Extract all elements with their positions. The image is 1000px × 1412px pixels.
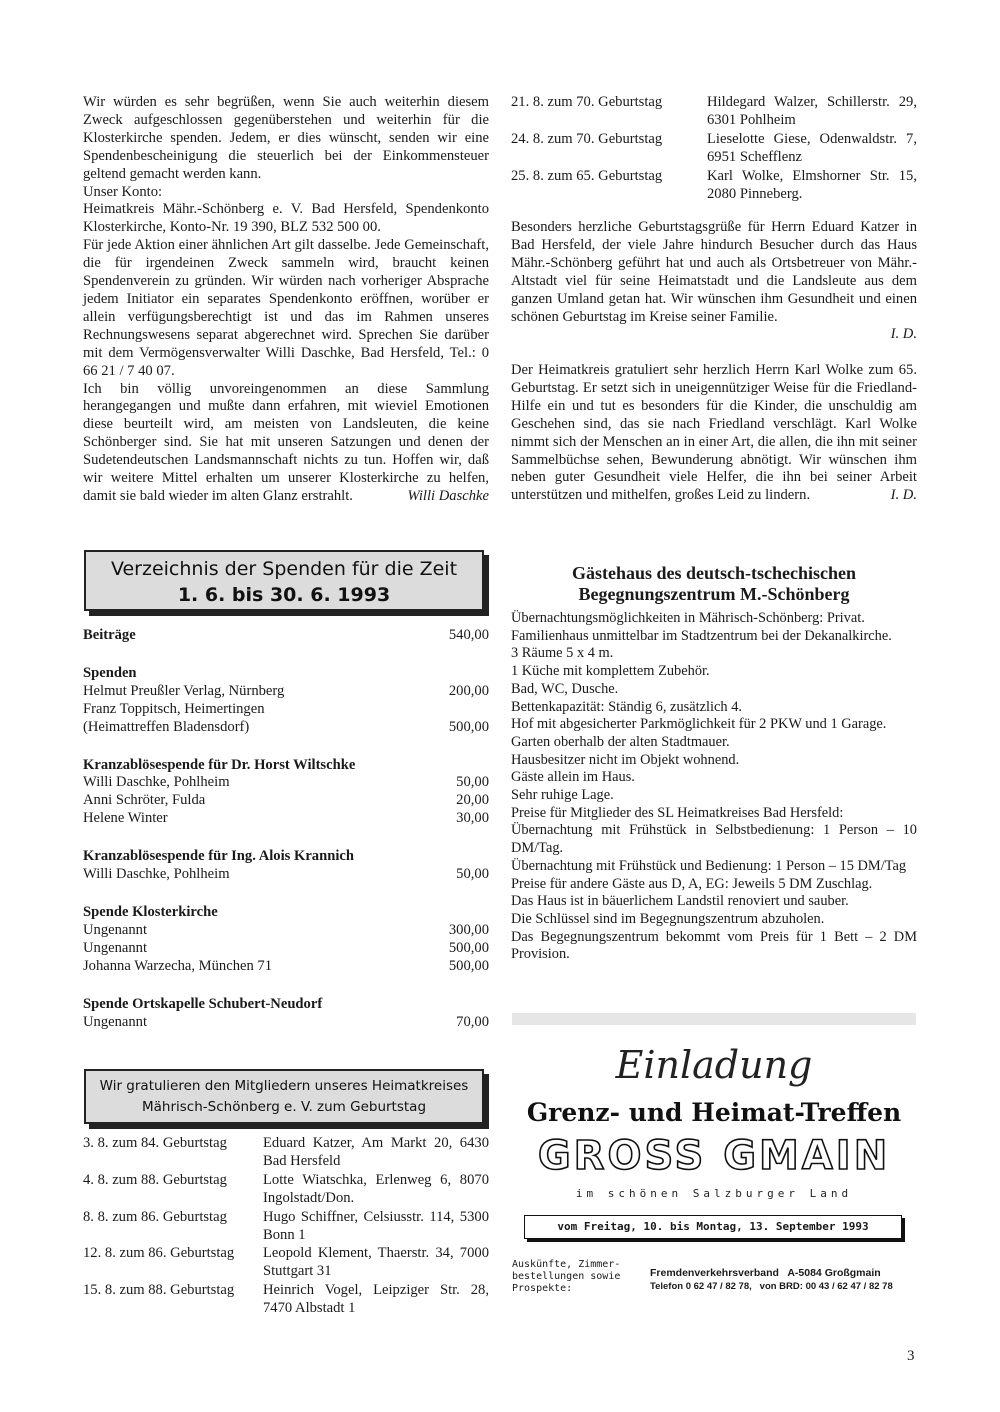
guesthouse-line: Hof mit abgesicherter Parkmöglichkeit für 2 PKW und 1 Garage.: [511, 716, 887, 733]
guesthouse-line: Übernachtungsmöglichkeiten in Mährisch-Schönberg: Privat.: [511, 610, 865, 626]
signature: Willi Daschke: [407, 487, 489, 504]
donation-row: Willi Daschke, Pohlheim 50,00: [83, 866, 489, 883]
birthday-title-line1: Wir gratulieren den Mitgliedern unseres Heimatkreises: [99, 1078, 469, 1094]
donation-row: Helmut Preußler Verlag, Nürnberg 200,00: [83, 682, 489, 699]
donation-group: [83, 996, 489, 1032]
donation-row: Ungenannt 500,00: [83, 939, 489, 956]
contributions-row: [83, 627, 489, 645]
donation-group: [83, 757, 489, 829]
intro-article: [83, 94, 489, 506]
greeting-sign: I. D.: [890, 326, 917, 343]
ad-script-heading: Einladung: [615, 1043, 813, 1087]
guesthouse-title-line1: Gästehaus des deutsch-tschechischen: [571, 563, 857, 583]
birthday-row: 12. 8. zum 86. Geburtstag Leopold Klement, Thaerstr. 34, 7000 Stuttgart 31: [83, 1245, 489, 1280]
greeting-sign: I. D.: [890, 487, 917, 504]
birthday-row: 21. 8. zum 70. Geburtstag Hildegard Walzer, Schillerstr. 29, 6301 Pohlheim: [511, 94, 917, 128]
birthday-row: 4. 8. zum 88. Geburtstag Lotte Wiatschka, Erlenweg 6, 8070 Ingolstadt/Don.: [83, 1171, 489, 1206]
donation-row: Willi Daschke, Pohlheim 50,00: [83, 774, 489, 791]
ad-verband: Fremdenverkehrsverband A-5084 Großgmain: [650, 1267, 881, 1279]
guesthouse-line: Bad, WC, Dusche.: [511, 680, 619, 697]
guesthouse-line: Preise für Mitglieder des SL Heimatkreises Bad Hersfeld:: [511, 804, 844, 821]
birthday-row: 25. 8. zum 65. Geburtstag Karl Wolke, Elmshorner Str. 15, 2080 Pinneberg.: [511, 167, 917, 202]
donation-row: Helene Winter 30,00: [83, 810, 489, 827]
guesthouse-title-line2: Begegnungszentrum M.-Schönberg: [578, 584, 850, 604]
donations-list: [83, 627, 489, 1031]
birthday-row: 3. 8. zum 84. Geburtstag Eduard Katzer, Am Markt 20, 6430 Bad Hersfeld: [83, 1135, 489, 1169]
guesthouse-line: Preise für andere Gäste aus D, A, EG: Jeweils 5 DM Zuschlag.: [511, 875, 873, 892]
ad-phone: Telefon 0 62 47 / 82 78, von BRD: 00 43 / 62 47 / 82 78: [650, 1281, 893, 1292]
contributions-label: Beiträge: [83, 627, 136, 643]
donations-title-box: [84, 550, 484, 611]
right-birthday-list: [511, 94, 917, 204]
group-heading: Kranzablösespende für Dr. Horst Wiltschke: [83, 756, 356, 773]
action-paragraph: Für jede Aktion einer ähnlichen Art gilt dasselbe. Jede Gemeinschaft, die für irgendeinen Zweck sammeln wird, braucht keinen Spendenverein zu gründen. Wir würden nach vorheriger Absprache jedem Initiator ein separates Spendenkonto eröffnen, worüber er allein verfügungsberechtigt ist und das im Rahmen unseres Rechnungswesens separat abgerechnet wird. Sprechen Sie darüber mit dem Vermögensverwalter Willi Daschke, Bad Hersfeld, Tel.: 0 66 21 / 7 40 07.: [83, 237, 489, 379]
guesthouse-line: Familienhaus unmittelbar im Stadtzentrum bei der Dekanalkirche.: [511, 627, 892, 644]
donations-title-line1: Verzeichnis der Spenden für die Zeit: [110, 558, 458, 580]
ad-date-box: vom Freitag, 10. bis Montag, 13. September 1993: [524, 1215, 902, 1239]
contributions-amount: 540,00: [448, 627, 489, 643]
donation-row: Johanna Warzecha, München 71 500,00: [83, 957, 489, 974]
guesthouse-line: 3 Räume 5 x 4 m.: [511, 645, 614, 662]
group-heading: Spenden: [83, 664, 137, 681]
intro-paragraph: Wir würden es sehr begrüßen, wenn Sie auch weiterhin diesem Zweck aufgeschlossen gegenüberstehen und weiterhin für die Klosterkirche spenden. Jedem, er dies wünscht, senden wir eine Spendenbescheinigung die steuerlich bei der Einkommensteuer geltend gemacht werden kann.: [83, 94, 489, 182]
guesthouse-line: Übernachtung mit Frühstück und Bedienung: 1 Person – 15 DM/Tag: [511, 857, 907, 874]
greeting-wolke: [511, 362, 917, 505]
greeting-text: Besonders herzliche Geburtstagsgrüße für Herrn Eduard Katzer in Bad Hersfeld, der viele Jahre hindurch Besucher durch das Haus Mähr.-Schönberg geführt hat und auch als Ortsbetreuer von Mähr.-Altstadt viel für seine Heimatstadt und die Landsleute aus dem ganzen Umland getan hat. Wir wünschen ihm Gesundheit und einen schönen Geburtstag im Kreise seiner Familie.: [511, 219, 917, 325]
donations-title-line2: 1. 6. bis 30. 6. 1993: [177, 584, 391, 606]
donation-row: Ungenannt 300,00: [83, 921, 489, 938]
guesthouse-line: 1 Küche mit komplettem Zubehör.: [511, 663, 710, 680]
guesthouse-line: Sehr ruhige Lage.: [511, 787, 614, 804]
donation-row: (Heimattreffen Bladensdorf) 500,00: [83, 718, 489, 735]
guesthouse-line: Das Haus ist in bäuerlichem Landstil renoviert und sauber.: [511, 893, 849, 910]
group-heading: Spende Klosterkirche: [83, 903, 218, 920]
greeting-katzer: [511, 219, 917, 344]
guesthouse-line: Die Schlüssel sind im Begegnungszentrum abzuholen.: [511, 910, 825, 927]
ad-contact: [650, 1266, 916, 1294]
guesthouse-body: [511, 610, 917, 964]
guesthouse-line: Übernachtung mit Frühstück in Selbstbedienung: 1 Person – 10 DM/Tag.: [511, 822, 917, 857]
closing-paragraph: Ich bin völlig unvoreingenommen an diese Sammlung herangegangen und mußte dann erfahren, mit wieviel Emotionen diese beurteilt wird, am meisten von Landsleuten, die keine Schönberger sind. Sie hat mit unseren Satzungen und denen der Sudetendeutschen Landsmannschaft nichts zu tun. Hoffen wir, daß wir weitere Mittel erhalten um unserer Klosterkirche zu helfen, damit sie bald wieder im alten Glanz erstrahlt. Willi Daschke: [83, 380, 489, 504]
donation-row: Ungenannt 70,00: [83, 1013, 489, 1030]
guesthouse-article: [511, 563, 917, 964]
guesthouse-line: Das Begegnungszentrum bekommt vom Preis für 1 Bett – 2 DM Provision.: [511, 928, 917, 963]
guesthouse-line: Hausbesitzer nicht im Objekt wohnend.: [511, 751, 740, 768]
guesthouse-line: Gäste allein im Haus.: [511, 769, 635, 786]
birthday-row: 24. 8. zum 70. Geburtstag Lieselotte Giese, Odenwaldstr. 7, 6951 Schefflenz: [511, 130, 917, 165]
donation-row: Anni Schröter, Fulda 20,00: [83, 792, 489, 809]
account-details: Heimatkreis Mähr.-Schönberg e. V. Bad Hersfeld, Spendenkonto Klosterkirche, Konto-Nr. 19 390, BLZ 532 500 00.: [83, 201, 489, 236]
group-heading: Spende Ortskapelle Schubert-Neudorf: [83, 995, 323, 1012]
donation-row: Franz Toppitsch, Heimertingen: [83, 700, 265, 717]
birthday-title-line2: Mährisch-Schönberg e. V. zum Geburtstag: [141, 1099, 427, 1115]
group-heading: Kranzablösespende für Ing. Alois Krannich: [83, 848, 354, 865]
birthday-title-box: [84, 1069, 484, 1124]
ad-place-name: GROSS GMAIN: [537, 1133, 891, 1179]
greeting-text: Der Heimatkreis gratuliert sehr herzlich Herrn Karl Wolke zum 65. Geburtstag. Er setzt sich in uneigennütziger Weise für die Friedland-Hilfe ein und tut es besonders für die Kinder, die unschuldig am Geschehen sind, das sie nach Friedland verschlägt. Karl Wolke nimmt sich der Menschen an in einer Art, die allen, die ihn mit seiner Sammelbüchse sehen, Bewunderung abnötigt. Wir wünschen ihm neben guter Gesundheit viele Helfer, die ihn bei seiner Arbeit unterstützen und mithelfen, großes Leid zu lindern.: [511, 362, 917, 504]
guesthouse-line: Bettenkapazität: Ständig 6, zusätzlich 4.: [511, 698, 742, 715]
birthday-row: 8. 8. zum 86. Geburtstag Hugo Schiffner, Celsiusstr. 114, 5300 Bonn 1: [83, 1208, 489, 1243]
invitation-ad: [512, 1013, 916, 1313]
ad-top-band: [512, 1013, 916, 1025]
guesthouse-line: Garten oberhalb der alten Stadtmauer.: [511, 733, 730, 750]
birthday-list: [83, 1135, 489, 1319]
page-number: 3: [907, 1348, 915, 1364]
donation-group: [83, 848, 489, 884]
ad-subtitle: im schönen Salzburger Land: [575, 1187, 853, 1200]
birthday-row: 15. 8. zum 88. Geburtstag Heinrich Vogel, Leipziger Str. 28, 7470 Albstadt 1: [83, 1282, 489, 1317]
donation-group: [83, 904, 489, 976]
account-heading: Unser Konto:: [83, 183, 163, 200]
ad-info-label: Auskünfte, Zimmer- bestellungen sowie Prospekte:: [512, 1259, 621, 1294]
ad-title: Grenz- und Heimat-Treffen: [526, 1098, 902, 1127]
donation-group: [83, 665, 489, 737]
